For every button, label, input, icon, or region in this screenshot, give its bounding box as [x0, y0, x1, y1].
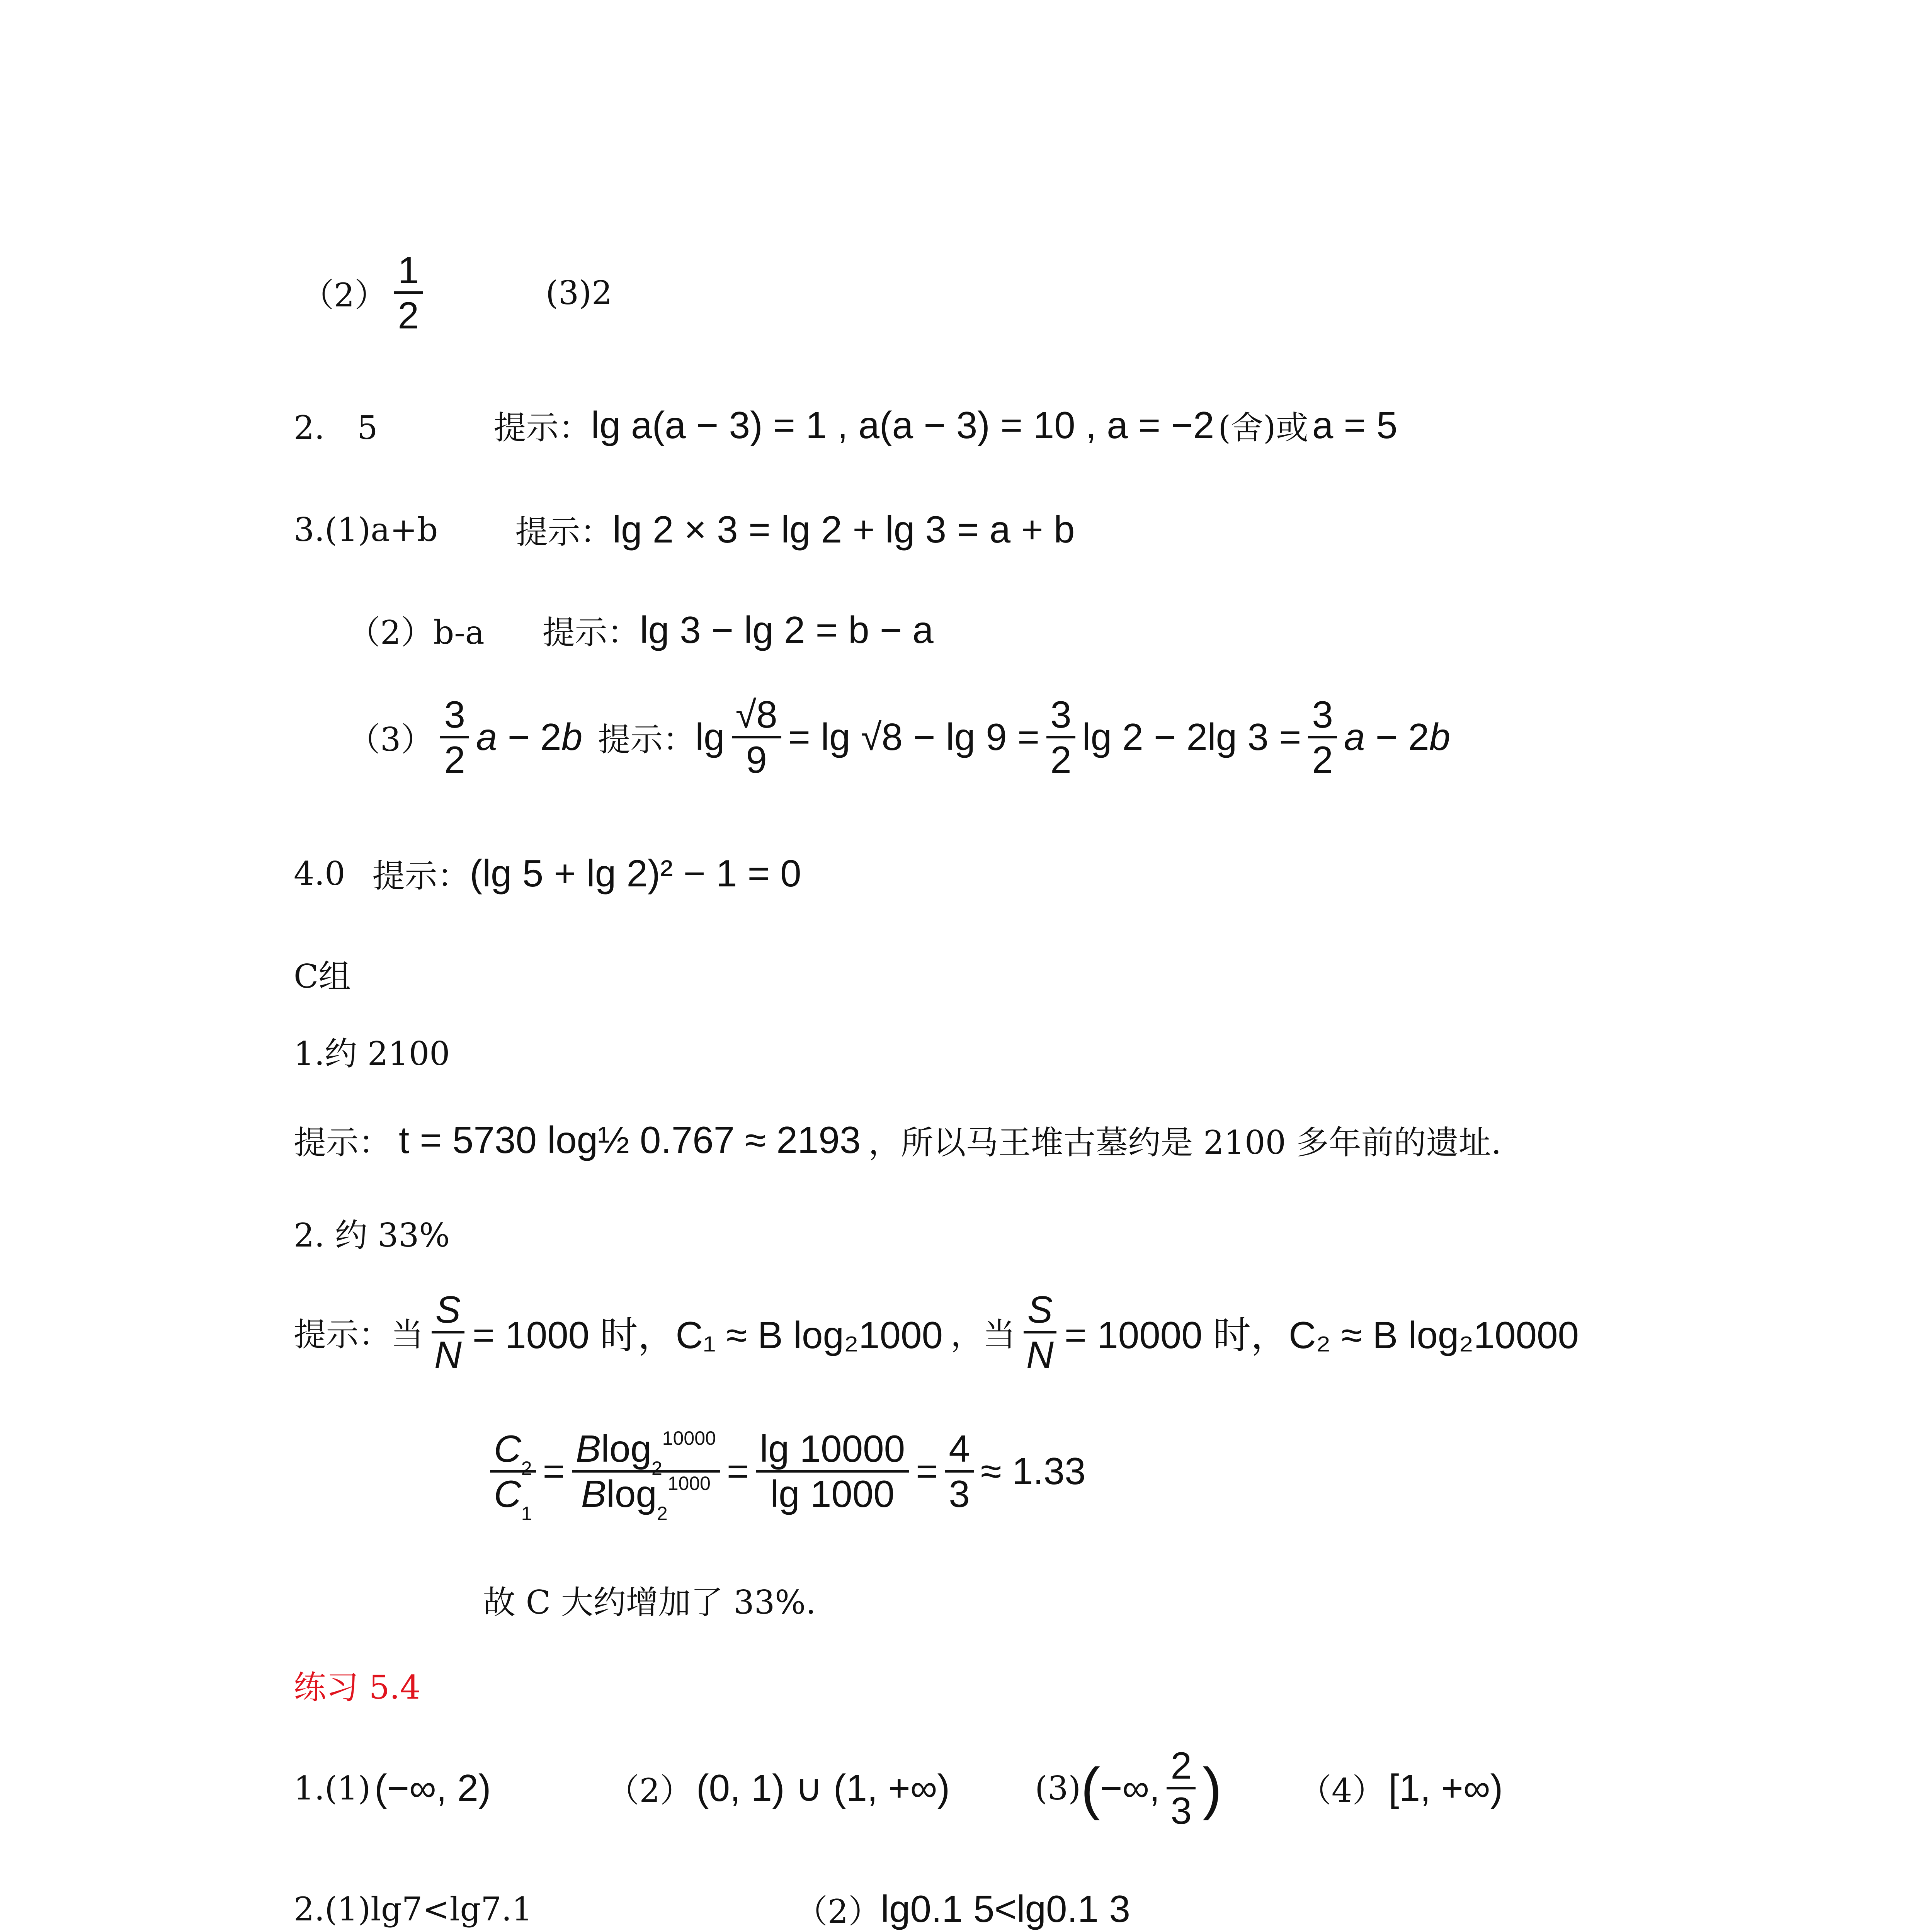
hint-label: 提示：: [294, 1124, 391, 1162]
fraction: $\frac{3}{2}$: [440, 696, 469, 779]
fraction: $\frac{S}{N}$: [1022, 1291, 1058, 1374]
answer-line-c1: [294, 1028, 450, 1075]
conclusion-line: [483, 1577, 816, 1623]
math-expression: a = 5: [1312, 404, 1398, 446]
question-number: （2）b-a: [348, 614, 485, 651]
hint-label: 提示：: [542, 614, 640, 651]
fraction: $\frac{Blog_2^{10000}}{Blog_2^{1000}}$: [572, 1430, 720, 1513]
comparison-text: 2.(1)lg7<lg7.1: [294, 1890, 532, 1928]
math-expression: lg 3 − lg 2 = b − a: [640, 609, 934, 651]
math-expression: = 1000 时，C₁ ≈ B log₂1000: [472, 1314, 943, 1356]
math-expression: [1, +∞): [1388, 1767, 1503, 1809]
conclusion-text: 故 C 大约增加了 33%.: [483, 1583, 816, 1621]
fraction: $\frac{3}{2}$: [1308, 696, 1337, 779]
answer-line-c2-hint: [294, 1288, 1579, 1376]
heading-text: 练习 5.4: [294, 1668, 421, 1706]
exercise-line-2a: [294, 1886, 1130, 1932]
hint-text: ，当: [951, 1316, 1016, 1354]
sub-label: （4）: [1299, 1772, 1385, 1810]
answer-line-b3-1: [294, 506, 1075, 553]
sub-label: （2）: [607, 1772, 692, 1810]
answer-line-c2: [294, 1209, 450, 1256]
question-number: 3.(1)a+b: [294, 510, 438, 549]
question-number: （3）: [348, 721, 434, 759]
hint-label: 提示：: [598, 721, 696, 759]
label: （2）: [301, 276, 387, 314]
hint-label: 提示：: [372, 857, 470, 895]
drop-note: (舍): [1218, 409, 1276, 447]
math-expression: t = 5730 log½ 0.767 ≈ 2193: [399, 1119, 861, 1161]
section-heading-exercise: [294, 1662, 420, 1708]
answer-line-c1-hint: [294, 1117, 1501, 1163]
hint-label: 提示：: [493, 409, 591, 447]
answer-line-b4: [294, 850, 801, 897]
math-expression: lg0.1 5<lg0.1 3: [881, 1888, 1130, 1930]
hint-label: 提示：: [515, 513, 613, 551]
answer-line-b2: [294, 402, 1397, 449]
question-number: 4.0: [294, 854, 345, 893]
ratio-equation: $\frac{C_2}{C_1}$ = $\frac{Blog_2^{10000}}{Blog_2^{1000}}$ = $\frac{\lg 10000}{\lg 1000}$ = $\frac{4}{3}$ ≈ 1.33: [483, 1430, 1086, 1513]
math-expression: ≈ 1.33: [980, 1450, 1086, 1492]
fraction: $\frac{2}{3}$: [1167, 1747, 1196, 1830]
sub-label: （2）: [795, 1893, 881, 1930]
math-expression: (−∞, 2): [374, 1767, 491, 1809]
question-number: 1.(1): [294, 1769, 371, 1807]
or-text: 或: [1276, 409, 1308, 447]
math-expression: lg 2 × 3 = lg 2 + lg 3 = a + b: [612, 508, 1075, 551]
fraction: $\frac{S}{N}$: [430, 1291, 466, 1374]
answer-line-b1: [301, 249, 612, 337]
section-heading-c: [294, 951, 351, 997]
denominator: 2: [398, 294, 419, 337]
question-number: 2. 5: [294, 409, 378, 447]
hint-label: 提示：当: [294, 1316, 424, 1354]
answer-line-b3-3: （3） $\frac{3}{2}$ a − 2b 提示： lg $\frac{√8}{9}$ = lg √8 − lg 9 = $\frac{3}{2}$ lg 2 − 2lg 3 = $\frac{3}{2}$ a − 2b: [348, 693, 1451, 781]
sub-label: (3): [1035, 1769, 1081, 1807]
fraction: $\frac{4}{3}$: [945, 1430, 974, 1513]
fraction: $\frac{\lg 10000}{\lg 1000}$: [756, 1430, 909, 1513]
math-expression: = 10000 时，C₂ ≈ B log₂10000: [1064, 1314, 1579, 1356]
answer-text: (3)2: [545, 274, 612, 312]
heading-text: C组: [294, 957, 351, 995]
fraction: $\frac{C_2}{C_1}$: [490, 1430, 536, 1513]
question-number: 1.约 2100: [294, 1035, 450, 1073]
fraction: $\frac{√8}{9}$: [732, 696, 781, 779]
numerator: 1: [394, 251, 423, 294]
hint-text: ，所以马王堆古墓约是 2100 多年前的遗址.: [868, 1124, 1502, 1162]
fraction: [394, 249, 423, 337]
fraction: $\frac{3}{2}$: [1046, 696, 1075, 779]
question-number: 2. 约 33%: [294, 1216, 450, 1254]
answer-line-b3-2: [348, 607, 934, 653]
exercise-line-1: 1.(1) (−∞, 2) （2） (0, 1) ∪ (1, +∞) (3) ( −∞, $\frac{2}{3}$ ) （4） [1, +∞): [294, 1744, 1503, 1832]
math-expression: lg a(a − 3) = 1 , a(a − 3) = 10 , a = −2: [591, 404, 1214, 446]
math-expression: (lg 5 + lg 2)² − 1 = 0: [469, 852, 801, 895]
math-expression: (0, 1) ∪ (1, +∞): [696, 1766, 950, 1809]
